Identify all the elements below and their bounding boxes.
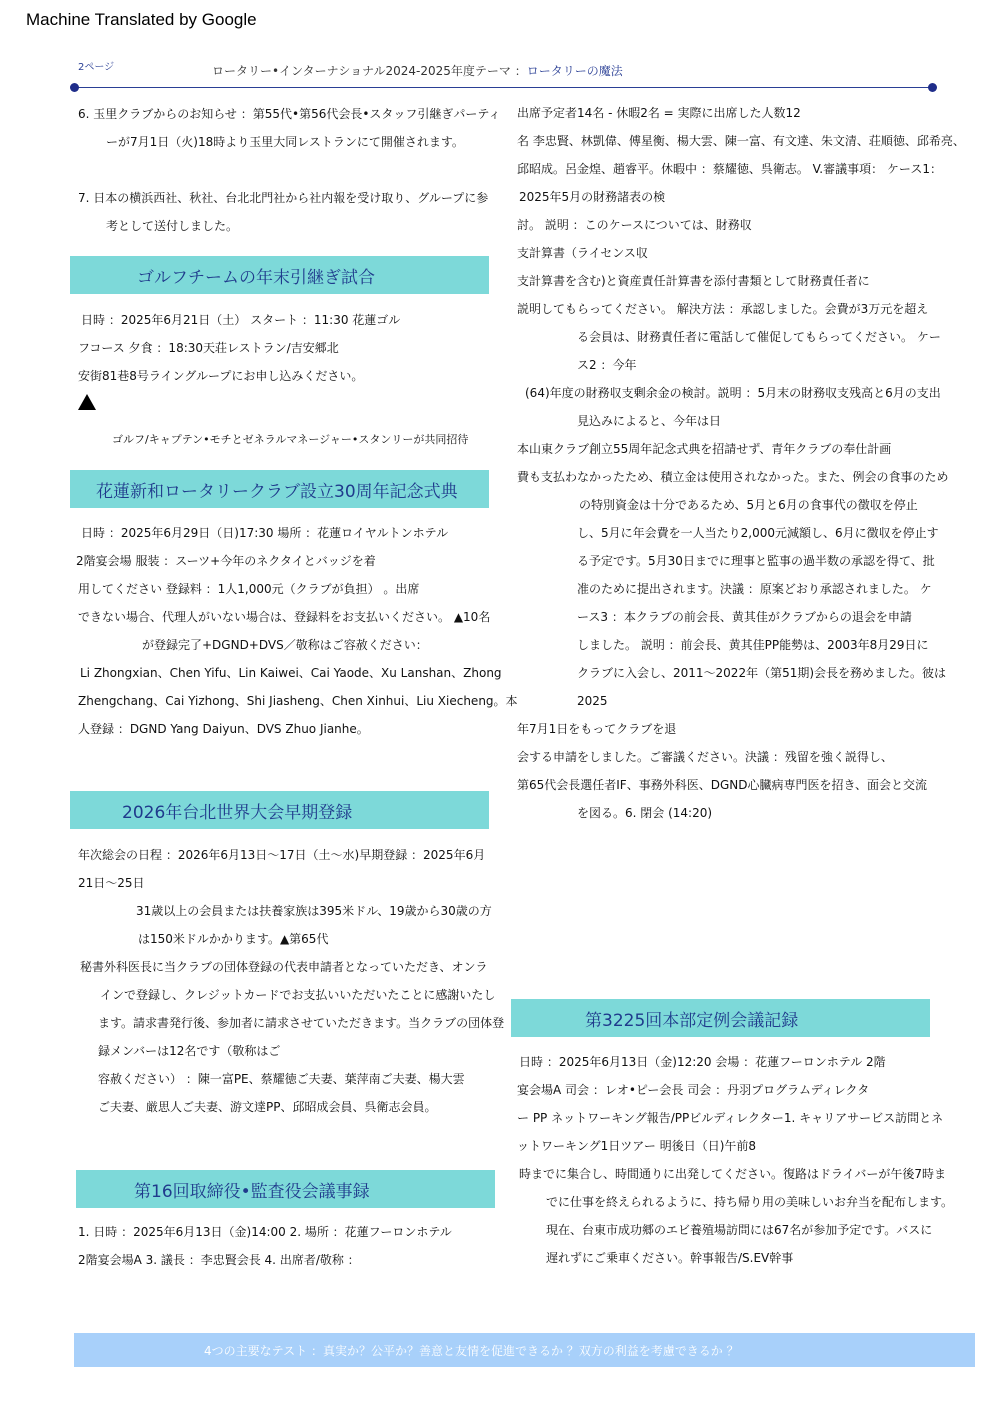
minutes-line: の特別資金は十分であるため、5月と6月の食事代の徴収を停止 [579,498,918,512]
minutes-line: 出席予定者14名 - 休暇2名 = 実際に出席した人数12 [517,106,801,120]
golf-line: フコース 夕食 ：18:30天荘レストラン/吉安郷北 [78,341,339,355]
footer-text: 4つの主要なテスト ：真実か？公平か？善意と友情を促進できるか ？双方の利益を考慮できるか ？ [204,1343,739,1358]
minutes-line: 本山東クラブ創立55周年記念式典を招請せず、青年クラブの奉仕計画 [517,442,892,456]
notice-6-line: ーが7月1日（火)18時より玉里大同レストランにて開催されます。 [106,135,464,149]
minutes-line: しました。 説明 ：前会長、黄其佳PP能勢は、2003年8月29日に [577,638,929,652]
rule-right-dot [928,83,937,92]
minutes-line: 邱昭成。呂金煌、趙睿平。休暇中 ：蔡耀徳、呉衛志。 V.審議事項： ケース1： [517,162,942,176]
minutes-line: 見込みによると、今年は日 [577,414,722,428]
convention-line: は150米ドルかかります。▲第65代 [138,932,329,946]
notice-6 [78,100,501,156]
minutes-line: を図る。6. 閉会 (14:20) [577,806,713,820]
minutes-line: る会員は、財務責任者に電話して催促してもらってください。 ケー [577,330,941,344]
district-line: 宴会場A 司会 ：レオ•ピー会長 司会 ：丹羽プログラムディレクタ [517,1083,870,1097]
anniversary-line: が登録完了+DGND+DVS／敬称はご容赦ください： [142,638,428,652]
anniversary-line: できない場合、代理人がいない場合は、登録料をお支払いください。 ▲10名 [78,610,491,624]
golf-line: 日時 ：2025年6月21日（土） スタート ：11:30 花蓮ゴル [81,313,401,327]
page-number: 2ページ [78,62,115,73]
minutes-line: し、5月に年会費を一人当たり2,000元減額し、6月に徴収を停止す [577,526,939,540]
convention-line: インで登録し、クレジットカードでお支払いいただいたことに感謝いたし [100,988,496,1002]
board-minutes-continued [517,99,965,827]
header-rule [74,87,932,88]
footer-four-way-test [74,1333,975,1367]
district-line: 遅れずにご乗車ください。幹事報告/S.EV幹事 [546,1251,794,1265]
minutes-line: 2025年5月の財務諸表の検 [519,190,666,204]
minutes-line: 2025 [577,694,608,708]
theme-prefix: ロータリー•インターナショナル2024-2025年度テーマ ： [212,64,527,78]
minutes-line: 年7月1日をもってクラブを退 [517,722,677,736]
convention-line: ご夫妻、厳思人ご夫妻、游文達PP、邱昭成会員、呉衛志会員。 [98,1100,437,1114]
district-line: ットワーキング1日ツアー 明後日（日)午前8 [517,1139,757,1153]
district-section-heading [511,999,930,1037]
district-line: 日時 ：2025年6月13日（金)12:20 会場 ：花蓮フーロンホテル 2階 [519,1055,886,1069]
board-line: 1. 日時 ：2025年6月13日（金)14:00 2. 場所 ：花蓮フーロンホテル [78,1225,452,1239]
golf-section-heading [70,256,489,294]
board-section-heading [76,1170,495,1208]
anniversary-section-heading [70,470,489,508]
anniversary-details [76,519,518,743]
convention-line: 容赦ください） ：陳一富PE、蔡耀徳ご夫妻、葉萍南ご夫妻、楊大雲 [98,1072,465,1086]
anniversary-line: Zhengchang、Cai Yizhong、Shi Jiasheng、Chen Xinhui、Liu Xiecheng。本 [78,694,518,708]
convention-details [78,841,505,1121]
district-title: 第3225回本部定例会議記録 [585,1010,799,1031]
board-title: 第16回取締役•監査役会議事録 [134,1181,370,1202]
anniversary-line: Li Zhongxian、Chen Yifu、Lin Kaiwei、Cai Yaode、Xu Lanshan、Zhong [80,666,502,680]
board-details [78,1218,488,1274]
minutes-line: ース3 ：本クラブの前会長、黄其佳がクラブからの退会を申請 [577,610,912,624]
anniversary-title: 花蓮新和ロータリークラブ設立30周年記念式典 [96,481,458,502]
anniversary-line: 用してください 登録料 ：1人1,000元（クラブが負担） 。出席 [78,582,420,596]
convention-title: 2026年台北世界大会早期登録 [122,802,353,823]
triangle-icon [78,394,96,410]
district-line: でに仕事を終えられるように、持ち帰り用の美味しいお弁当を配布します。 [546,1195,954,1209]
minutes-line: 説明してもらってください。 解決方法 ：承認しました。会費が3万元を超え [517,302,929,316]
district-details [517,1048,954,1272]
convention-line: 31歳以上の会員または扶養家族は395米ドル、19歳から30歳の方 [136,904,492,918]
minutes-line: クラブに入会し、2011～2022年（第51期)会長を務めました。彼は [577,666,947,680]
notice-7 [78,184,488,240]
convention-line: ます。請求書発行後、参加者に請求させていただきます。当クラブの団体登 [98,1016,505,1030]
minutes-line: 第65代会長選任者IF、事務外科医、DGND心臓病専門医を招き、面会と交流 [517,778,927,792]
minutes-line: 費も支払わなかったため、積立金は使用されなかった。また、例会の食事のため [517,470,949,484]
golf-line: 安街81巷8号ライングループにお申し込みください。 [78,369,364,383]
minutes-line: (64)年度の財務収支剰余金の検討。説明 ：5月末の財務収支残高と6月の支出 [525,386,941,400]
rule-left-dot [70,83,79,92]
district-line: 時までに集合し、時間通りに出発してください。復路はドライバーが午後7時ま [519,1167,947,1181]
minutes-line: ス2 ：今年 [577,358,637,372]
convention-line: 秘書外科医長に当クラブの団体登録の代表申請者となっていただき、オンラ [80,960,488,974]
theme-line [212,62,623,79]
minutes-line: 准のために提出されます。決議 ：原案どおり承認されました。 ケ [577,582,932,596]
golf-title: ゴルフチームの年末引継ぎ試合 [137,267,375,288]
convention-line: 録メンバーは12名です（敬称はご [98,1044,281,1058]
anniversary-line: 日時 ：2025年6月29日（日)17:30 場所 ：花蓮ロイヤルトンホテル [81,526,449,540]
machine-translation-notice: Machine Translated by Google [26,10,257,29]
convention-line: 年次総会の日程 ：2026年6月13日～17日（土～水)早期登録 ：2025年6月 [78,848,486,862]
minutes-line: る予定です。5月30日までに理事と監事の過半数の承認を得て、批 [577,554,935,568]
notice-7-line: 7. 日本の横浜西社、秋社、台北北門社から社内報を受け取り、グループに参 [78,191,489,205]
district-line: 現在、台東市成功郷のエビ養殖場訪問には67名が参加予定です。バスに [546,1223,933,1237]
golf-host [112,426,468,454]
notice-6-line: 6. 玉里クラブからのお知らせ ：第55代•第56代会長•スタッフ引継ぎパーティ [78,107,501,121]
board-line: 2階宴会場A 3. 議長 ：李忠賢会長 4. 出席者/敬称 ： [78,1253,360,1267]
golf-details [78,306,488,390]
theme-highlight: ロータリーの魔法 [526,64,623,78]
convention-line: 21日～25日 [78,876,145,890]
minutes-line: 名 李忠賢、林凱偉、傅星衡、楊大雲、陳一富、有文達、朱文清、荘順徳、邱希亮、 [517,134,965,148]
district-line: ー PP ネットワーキング報告/PPビルディレクター1. キャリアサービス訪問とネ [517,1111,944,1125]
minutes-line: 会する申請をしました。ご審議ください。決議 ：残留を強く説得し、 [517,750,893,764]
anniversary-line: 人登録 ：DGND Yang Daiyun、DVS Zhuo Jianhe。 [78,722,369,736]
minutes-line: 支計算書を含む)と資産責任計算書を添付書類として財務責任者に [517,274,870,288]
golf-host-text: ゴルフ/キャプテン•モチとゼネラルマネージャー•スタンリーが共同招待 [112,433,469,446]
notice-7-line: 考として送付しました。 [106,219,239,233]
anniversary-line: 2階宴会場 服装 ：スーツ+今年のネクタイとバッジを着 [76,554,376,568]
minutes-line: 支計算書（ライセンス収 [517,246,648,260]
minutes-line: 討。 説明 ：このケースについては、財務収 [517,218,752,232]
convention-section-heading [70,791,489,829]
